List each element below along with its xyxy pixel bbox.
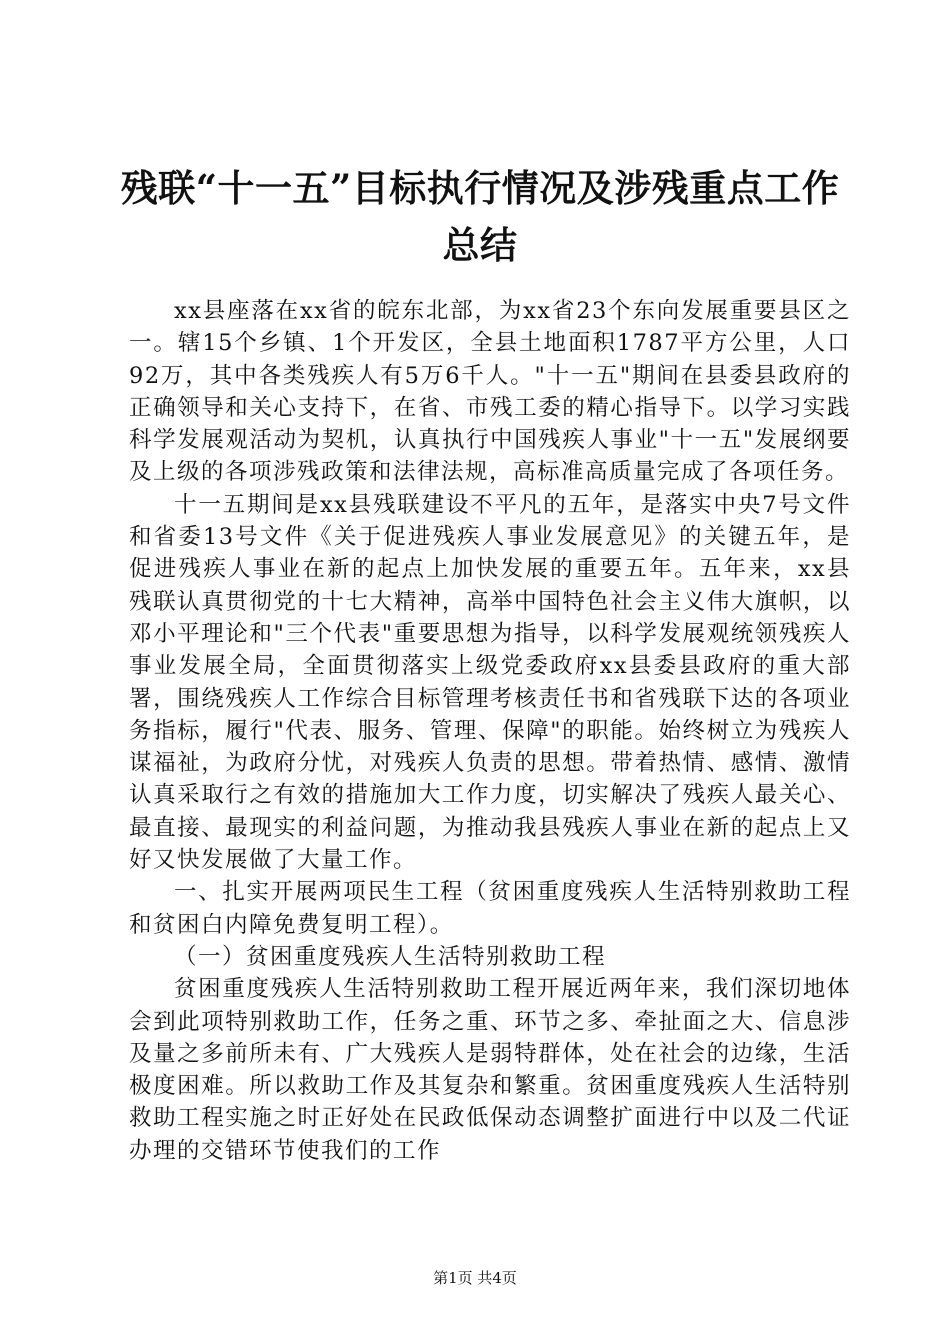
subsection-heading-1: （一）贫困重度残疾人生活特别救助工程 (174, 943, 607, 970)
paragraph-overview: 十一五期间是xx县残联建设不平凡的五年，是落实中央7号文件和省委13号文件《关于促进残疾人事业发展意见》的关键五年，是促进残疾人事业在新的起点上加快发展的重要五年。五年来，xx县残联认真贯彻党的十七大精神，高举中国特色社会主义伟大旗帜，以邓小平理论和"三个代表"重要思想为指导，以科学发展观统领残疾人事业发展全局，全面贯彻落实上级党委政府xx县委县政府的重大部署，围绕残疾人工作综合目标管理考核责任书和省残联下达的各项业务指标，履行"代表、服务、管理、保障"的职能。始终树立为残疾人谋福祉，为政府分忧，对残疾人负责的思想。带着热情、感情、激情认真采取行之有效的措施加大工作力度，切实解决了残疾人最关心、最直接、最现实的利益问题，为推动我县残疾人事业在新的起点上又好又快发展做了大量工作。 (129, 491, 851, 874)
document-body (129, 295, 851, 1167)
title-line-1: 残联“十一五”目标执行情况及涉残重点工作 (120, 166, 840, 210)
paragraph-intro: xx县座落在xx省的皖东北部，为xx省23个东向发展重要县区之一。辖15个乡镇、1个开发区，全县土地面积1787平方公里，人口92万，其中各类残疾人有5万6千人。"十一五"期间在县委县政府的正确领导和关心支持下，在省、市残工委的精心指导下。以学习实践科学发展观活动为契机，认真执行中国残疾人事业"十一五"发展纲要及上级的各项涉残政策和法律法规，高标准高质量完成了各项任务。 (129, 298, 851, 486)
paragraph-relief: 贫困重度残疾人生活特别救助工程开展近两年来，我们深切地体会到此项特别救助工作，任务之重、环节之多、牵扯面之大、信息涉及量之多前所未有、广大残疾人是弱特群体，处在社会的边缘，生活极度困难。所以救助工作及其复杂和繁重。贫困重度残疾人生活特别救助工程实施之时正好处在民政低保动态调整扩面进行中以及二代证办理的交错环节使我们的工作 (129, 976, 851, 1164)
page-number-footer: 第1页 共4页 (433, 1269, 517, 1287)
section-heading-1: 一、扎实开展两项民生工程（贫困重度残疾人生活特别救助工程和贫困白内障免费复明工程）。 (129, 879, 851, 938)
document-title (100, 160, 860, 274)
title-line-2: 总结 (442, 223, 518, 267)
